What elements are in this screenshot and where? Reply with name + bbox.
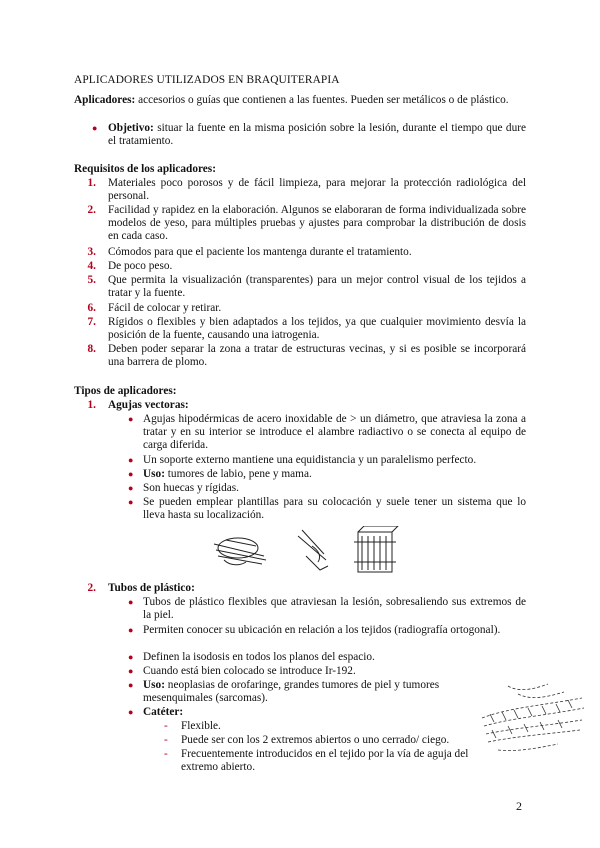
bullet-icon: ● [92,123,98,133]
req-number: 6. [87,302,96,314]
use-label: Uso: [143,679,165,691]
type-label: Agujas vectoras: [108,399,189,411]
req-number: 5. [87,274,96,286]
intro-label: Aplicadores: [74,94,136,106]
type1-bullet: Se pueden emplear plantillas para su colocación y suele tener un sistema que lo lleva hasta su localización. [143,496,526,521]
type-number: 2. [87,582,96,594]
type1-bullet [143,468,526,481]
type1-bullet: Son huecas y rígidas. [143,482,240,494]
intro-paragraph [74,94,526,107]
type1-bullet: Agujas hipodérmicas de acero inoxidable de > un diámetro, que atraviesa la zona a tratar y en su interior se introduce el alambre radiactivo o se conecta al equipo de carga diferida. [143,413,526,451]
bullet-icon: ● [128,483,134,493]
use-text: neoplasias de orofaringe, grandes tumores de piel y tumores mesenquimales (sarcomas). [143,679,440,704]
req-item: Rígidos o flexibles y bien adaptados a los tejidos, ya que cualquier movimiento desvía la posición de la fuente, causando una iatrogenia. [108,316,526,341]
objective-text: situar la fuente en la misma posición sobre la lesión, durante el tiempo que dure el tratamiento. [108,122,526,147]
req-number: 7. [87,316,96,328]
catheter-sub-item: Flexible. [181,720,221,732]
bullet-icon: ● [128,497,134,507]
catheter-label: Catéter: [143,706,184,718]
type2-bullet [143,679,479,705]
req-number: 3. [87,246,96,258]
use-text: tumores de labio, pene y mama. [164,468,312,480]
req-number: 8. [87,343,96,355]
type2-bullet: Cuando está bien colocado se introduce Ir-192. [143,665,356,677]
req-item: De poco peso. [108,260,173,272]
page-number: 2 [516,799,522,813]
bullet-icon: ● [128,625,134,635]
bullet-icon: ● [128,469,134,479]
dash-icon: - [164,734,168,746]
req-number: 2. [87,204,96,216]
bullet-icon: ● [128,455,134,465]
dash-icon: - [164,720,168,732]
dash-icon: - [164,748,168,760]
bullet-icon: ● [128,666,134,676]
bullet-icon: ● [128,414,134,424]
intro-text: accesorios o guías que contienen a las fuentes. Pueden ser metálicos o de plástico. [135,94,509,106]
requirements-heading: Requisitos de los aplicadores: [74,163,216,175]
req-item: Cómodos para que el paciente los mantenga durante el tratamiento. [108,246,412,258]
use-label: Uso: [143,468,165,480]
needle-applicator-figure [206,526,406,580]
type2-bullet: Permiten conocer su ubicación en relación a los tejidos (radiografía ortogonal). [143,624,501,636]
bullet-icon: ● [128,680,134,690]
req-item: Materiales poco porosos y de fácil limpieza, para mejorar la protección radiológica del personal. [108,177,526,202]
bullet-icon: ● [128,652,134,662]
plastic-tubes-figure [478,678,588,758]
catheter-sub-item: Frecuentemente introducidos en el tejido por la vía de aguja del extremo abierto. [181,748,469,773]
req-number: 1. [87,177,96,189]
req-item: Fácil de colocar y retirar. [108,302,222,314]
types-heading: Tipos de aplicadores: [74,385,177,397]
type-number: 1. [87,399,96,411]
bullet-icon: ● [128,707,134,717]
type1-bullet: Un soporte externo mantiene una equidistancia y un paralelismo perfecto. [143,454,477,466]
type2-bullet: Definen la isodosis en todos los planos del espacio. [143,651,375,663]
objective-item [108,122,526,148]
page-title: APLICADORES UTILIZADOS EN BRAQUITERAPIA [74,74,340,86]
catheter-sub-item: Puede ser con los 2 extremos abiertos o uno cerrado/ ciego. [181,734,450,746]
bullet-icon: ● [128,597,134,607]
req-item: Facilidad y rapidez en la elaboración. Algunos se elaboraran de forma individualizada sobre modelos de yeso, para múltiples pruebas y ajustes para comprobar la distribución de dosis en cada caso. [108,204,526,242]
req-item: Que permita la visualización (transparentes) para un mejor control visual de los tejidos a tratar y la fuente. [108,274,526,299]
req-number: 4. [87,260,96,272]
type-label: Tubos de plástico: [108,582,195,594]
objective-label: Objetivo: [108,122,154,134]
type2-bullet: Tubos de plástico flexibles que atraviesan la lesión, sobresaliendo sus extremos de la piel. [143,596,526,621]
req-item: Deben poder separar la zona a tratar de estructuras vecinas, y si es posible se incorporará una barrera de plomo. [108,343,526,368]
